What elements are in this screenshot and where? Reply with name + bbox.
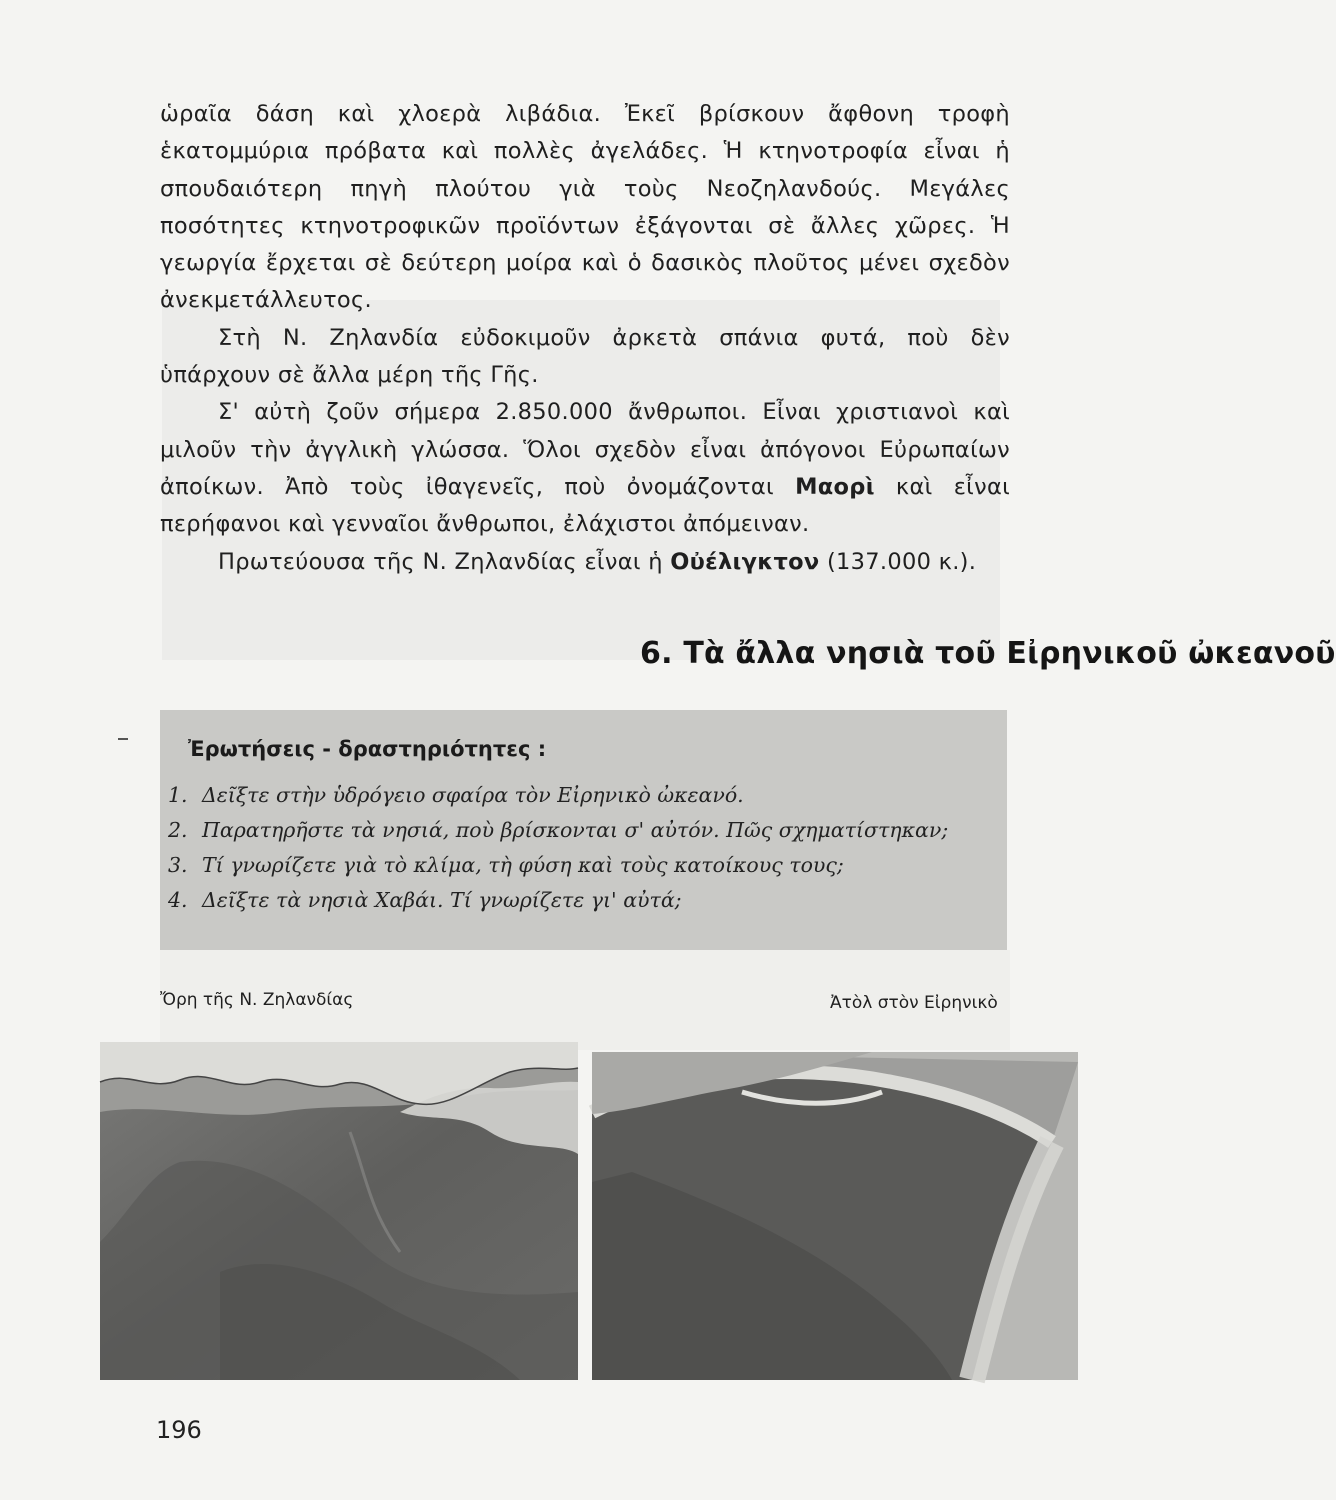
paragraph-4: Πρωτεύουσα τῆς Ν. Ζηλανδίας εἶναι ἡ Οὐέλιγκτον (137.000 κ.).	[218, 548, 977, 575]
caption-left: Ὄρη τῆς Ν. Ζηλανδίας	[160, 990, 354, 1010]
question-item: 4. Δεῖξτε τὰ νησιὰ Χαβάι. Τί γνωρίζετε γι' αὐτά;	[168, 888, 682, 912]
margin-mark	[118, 738, 128, 740]
paragraph-3: Σ' αὐτὴ ζοῦν σήμερα 2.850.000 ἄνθρωποι. Εἶναι χριστιανοὶ καὶ μιλοῦν τὴν ἀγγλικὴ γλώσσα. Ὅλοι σχεδὸν εἶναι ἀπόγονοι Εὐρωπαίων ἀποίκων. Ἀπὸ τοὺς ἰθαγενεῖς, ποὺ ὀνομάζονται Μαορὶ καὶ εἶναι περήφανοι καὶ γενναῖοι ἄνθρωποι, ἐλάχιστοι ἀπόμειναν.	[160, 399, 1010, 538]
questions-list	[168, 778, 1008, 918]
paragraph-2: Στὴ Ν. Ζηλανδία εὐδοκιμοῦν ἀρκετὰ σπάνια φυτά, ποὺ δὲν ὑπάρχουν σὲ ἄλλα μέρη τῆς Γῆς.	[160, 324, 1010, 389]
mountains-photo	[100, 1042, 578, 1380]
paragraph-1: ὡραῖα δάση καὶ χλοερὰ λιβάδια. Ἐκεῖ βρίσκουν ἄφθονη τροφὴ ἑκατομμύρια πρόβατα καὶ πολλὲς ἀγελάδες. Ἡ κτηνοτροφία εἶναι ἡ σπουδαιότερη πηγὴ πλούτου γιὰ τοὺς Νεοζηλανδούς. Μεγάλες ποσότητες κτηνοτροφικῶν προϊόντων ἐξάγονται σὲ ἄλλες χῶρες. Ἡ γεωργία ἔρχεται σὲ δεύτερη μοίρα καὶ ὁ δασικὸς πλοῦτος μένει σχεδὸν ἀνεκμετάλλευτος.	[160, 101, 1010, 314]
page-number: 196	[156, 1416, 202, 1444]
caption-right: Ἀτὸλ στὸν Εἰρηνικὸ	[830, 993, 998, 1013]
maori-term: Μαορὶ	[795, 473, 875, 500]
question-item: 3. Τί γνωρίζετε γιὰ τὸ κλίμα, τὴ φύση καὶ τοὺς κατοίκους τους;	[168, 853, 844, 877]
questions-title: Ἐρωτήσεις - δραστηριότητες :	[188, 737, 547, 761]
question-item: 2. Παρατηρῆστε τὰ νησιά, ποὺ βρίσκονται σ' αὐτόν. Πῶς σχηματίστηκαν;	[168, 818, 949, 842]
question-item: 1. Δεῖξτε στὴν ὑδρόγειο σφαίρα τὸν Εἰρηνικὸ ὠκεανό.	[168, 783, 744, 807]
section-heading: 6. Τὰ ἄλλα νησιὰ τοῦ Εἰρηνικοῦ ὠκεανοῦ	[640, 636, 1336, 671]
capital-name: Οὐέλιγκτον	[670, 548, 820, 575]
body-text	[160, 96, 1010, 581]
atoll-photo	[592, 1052, 1078, 1380]
